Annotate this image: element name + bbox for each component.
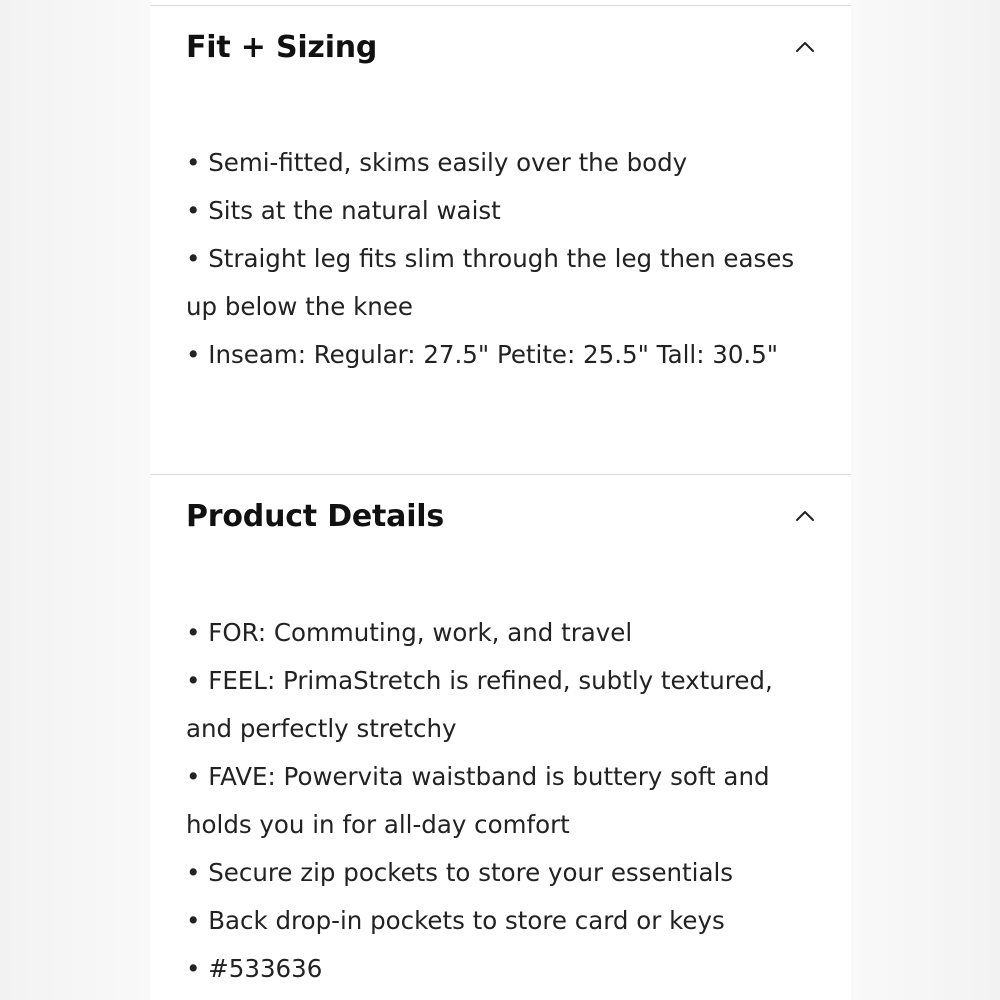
list-item: • Back drop-in pockets to store card or keys — [186, 906, 725, 935]
left-margin — [0, 0, 150, 1000]
list-item: • Straight leg fits slim through the leg then eases up below the knee — [186, 244, 795, 321]
list-item: • #533636 — [186, 954, 323, 983]
fit-sizing-accordion-header[interactable] — [186, 25, 816, 69]
list-item: • Semi-fitted, skims easily over the body — [186, 148, 688, 177]
chevron-up-icon[interactable] — [795, 37, 815, 57]
divider-top — [150, 5, 851, 6]
fit-sizing-list — [186, 139, 806, 379]
list-item: • FOR: Commuting, work, and travel — [186, 618, 633, 647]
list-item: • Secure zip pockets to store your essentials — [186, 858, 734, 887]
divider-middle — [150, 474, 851, 475]
chevron-up-icon[interactable] — [795, 506, 815, 526]
product-details-list — [186, 609, 806, 993]
list-item: • Sits at the natural waist — [186, 196, 501, 225]
list-item: • Inseam: Regular: 27.5" Petite: 25.5" Tall: 30.5" — [186, 340, 779, 369]
fit-sizing-title: Fit + Sizing — [186, 29, 378, 65]
list-item: • FEEL: PrimaStretch is refined, subtly textured, and perfectly stretchy — [186, 666, 773, 743]
product-info-panel — [150, 0, 851, 1000]
product-details-accordion-header[interactable] — [186, 494, 816, 538]
list-item: • FAVE: Powervita waistband is buttery soft and holds you in for all-day comfort — [186, 762, 770, 839]
product-details-title: Product Details — [186, 498, 445, 534]
right-margin — [851, 0, 1000, 1000]
